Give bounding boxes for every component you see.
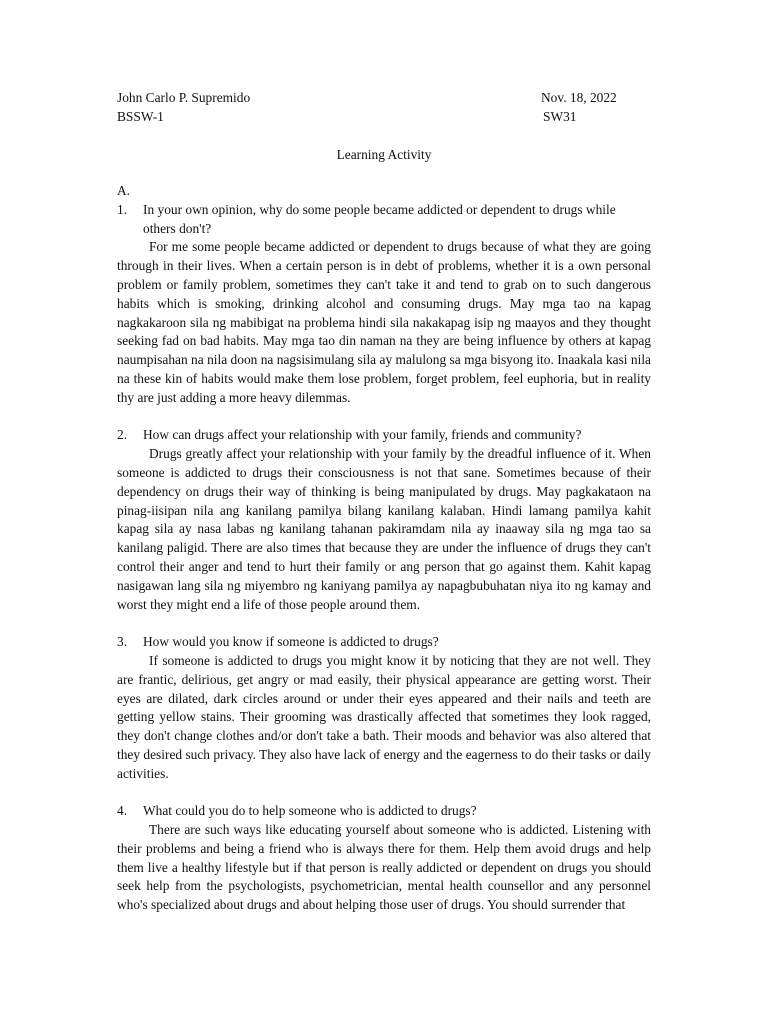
answer-paragraph: If someone is addicted to drugs you might know it by noticing that they are not well. They are frantic, delirious, get angry or mad easily, their physical appearance are getting worst. Their eyes are dilated, dark circles around or under their eyes appeared and their nails and teeth are getting yellow stains. Their grooming was drastically affected that sometimes they look ragged, they don't change clothes and/or don't take a bath. Their moods and behavior was also altered that they desired such privacy. They also have lack of energy and the eagerness to do their tasks or daily activities.	[117, 652, 651, 781]
question-number: 4.	[117, 803, 128, 819]
question-text: What could you do to help someone who is addicted to drugs?	[143, 803, 477, 819]
question-text: How can drugs affect your relationship with your family, friends and community?	[143, 427, 582, 443]
question	[117, 802, 651, 821]
question-number: 1.	[117, 201, 128, 217]
course-code: SW31	[543, 109, 577, 124]
question-text: How would you know if someone is addicted to drugs?	[143, 634, 439, 650]
answer-paragraph: Drugs greatly affect your relationship with your family by the dreadful influence of it. When someone is addicted to drugs their consciousness is not that sane. Sometimes because of their dependency on drugs their way of thinking is being manipulated by drugs. May pagkakataon na pinag-iisipan nila ang kanilang pamilya bilang kanilang kalaban. Hindi lamang pamilya kahit kapag sila ay nasa labas ng kanilang tahanan pakiramdam nila ay inaaway sila ng mga tao sa kanilang paligid. There are also times that because they are under the influence of drugs they can't control their anger and tend to hurt their family or ang person that go against them. Kahit kapag nasigawan lang sila ng miyembro ng kaniyang pamilya ay napagbubuhatan niya ito ng kamay and worst they might end a life of those people around them.	[117, 446, 651, 612]
section-letter: A.	[117, 183, 131, 198]
question	[117, 201, 651, 239]
question-block-4	[117, 802, 651, 915]
question-number: 2.	[117, 427, 128, 443]
answer-paragraph: There are such ways like educating yourself about someone who is addicted. Listening with their problems and being a friend who is always there for them. Help them avoid drugs and help them live a healthy lifestyle but if that person is really addicted or dependent on drugs you should seek help from the psychologists, psychometrician, mental health counsellor and any personnel who's specialized about drugs and about helping those user of drugs. You should surrender that	[117, 822, 651, 913]
spacer	[117, 408, 651, 427]
answer-paragraph: For me some people became addicted or dependent to drugs because of what they are going through in their lives. When a certain person is in debt of problems, whether it is a own personal problem or family problem, sometimes they can't take it and tend to grab on to such dangerous habits which is smoking, drinking alcohol and consuming drugs. May mga tao na kapag nagkakaroon sila ng mabibigat na problema hindi sila nakakapag isip ng maayos and they thought seeking fad on bad habits. May mga tao din naman na they are being influence by others at kapag naumpisahan na nila doon na nagsisimulang sila ay malulong sa mga bisyong ito. Inaakala kasi nila na these kin of habits would make them lose problem, forget problem, feel euphoria, but in reality thy are just adding a more heavy dilemmas.	[117, 239, 651, 405]
document-body	[117, 182, 651, 915]
question-block-3	[117, 633, 651, 783]
spacer	[117, 784, 651, 803]
question-block-2	[117, 426, 651, 614]
document-title: Learning Activity	[336, 147, 432, 162]
question-number: 3.	[117, 634, 128, 650]
student-name: John Carlo P. Supremido	[117, 90, 251, 105]
document-header	[117, 88, 617, 126]
student-section: BSSW-1	[117, 109, 164, 124]
question-block-1	[117, 201, 651, 408]
question-text: In your own opinion, why do some people became addicted or dependent to drugs while others don't?	[143, 201, 616, 236]
spacer	[117, 614, 651, 633]
question	[117, 633, 651, 652]
submission-date: Nov. 18, 2022	[541, 90, 617, 105]
question	[117, 426, 651, 445]
